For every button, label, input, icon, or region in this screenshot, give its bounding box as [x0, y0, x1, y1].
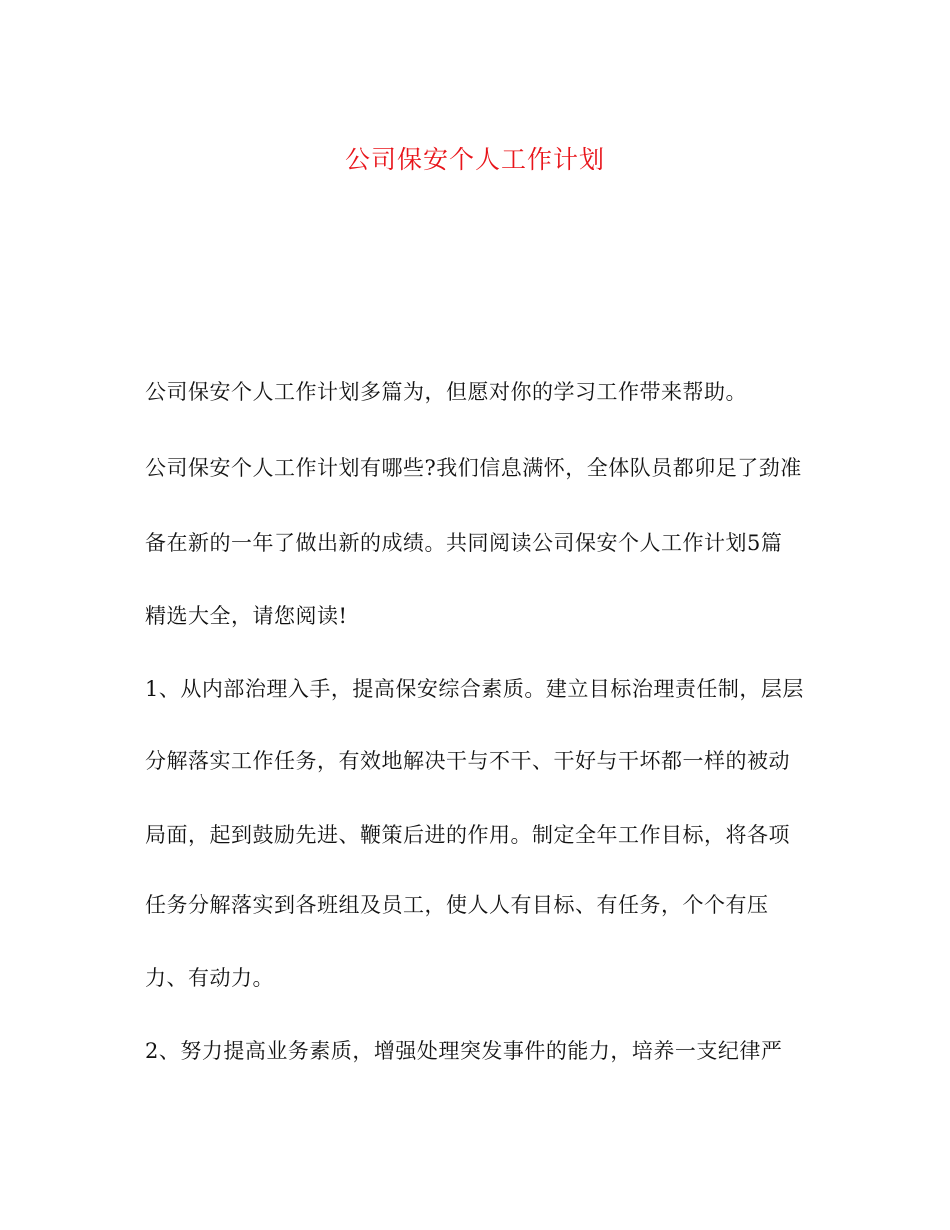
document-title: 公司保安个人工作计划: [344, 145, 605, 174]
body-line: 局面，起到鼓励先进、鞭策后进的作用。制定全年工作目标，将各项: [145, 823, 790, 847]
body-line: 2、努力提高业务素质，增强处理突发事件的能力，培养一支纪律严: [145, 1039, 783, 1063]
body-line: 1、从内部治理入手，提高保安综合素质。建立目标治理责任制，层层: [145, 677, 804, 701]
body-line: 力、有动力。: [145, 966, 274, 990]
body-line: 公司保安个人工作计划多篇为，但愿对你的学习工作带来帮助。: [145, 380, 747, 404]
body-line: 精选大全，请您阅读!: [145, 604, 348, 628]
body-line: 备在新的一年了做出新的成绩。共同阅读公司保安个人工作计划5篇: [145, 531, 783, 555]
body-line: 分解落实工作任务，有效地解决干与不干、干好与干坏都一样的被动: [145, 749, 790, 773]
body-line: 任务分解落实到各班组及员工，使人人有目标、有任务，个个有压: [145, 893, 769, 917]
body-line: 公司保安个人工作计划有哪些?我们信息满怀，全体队员都卯足了劲准: [145, 456, 802, 480]
